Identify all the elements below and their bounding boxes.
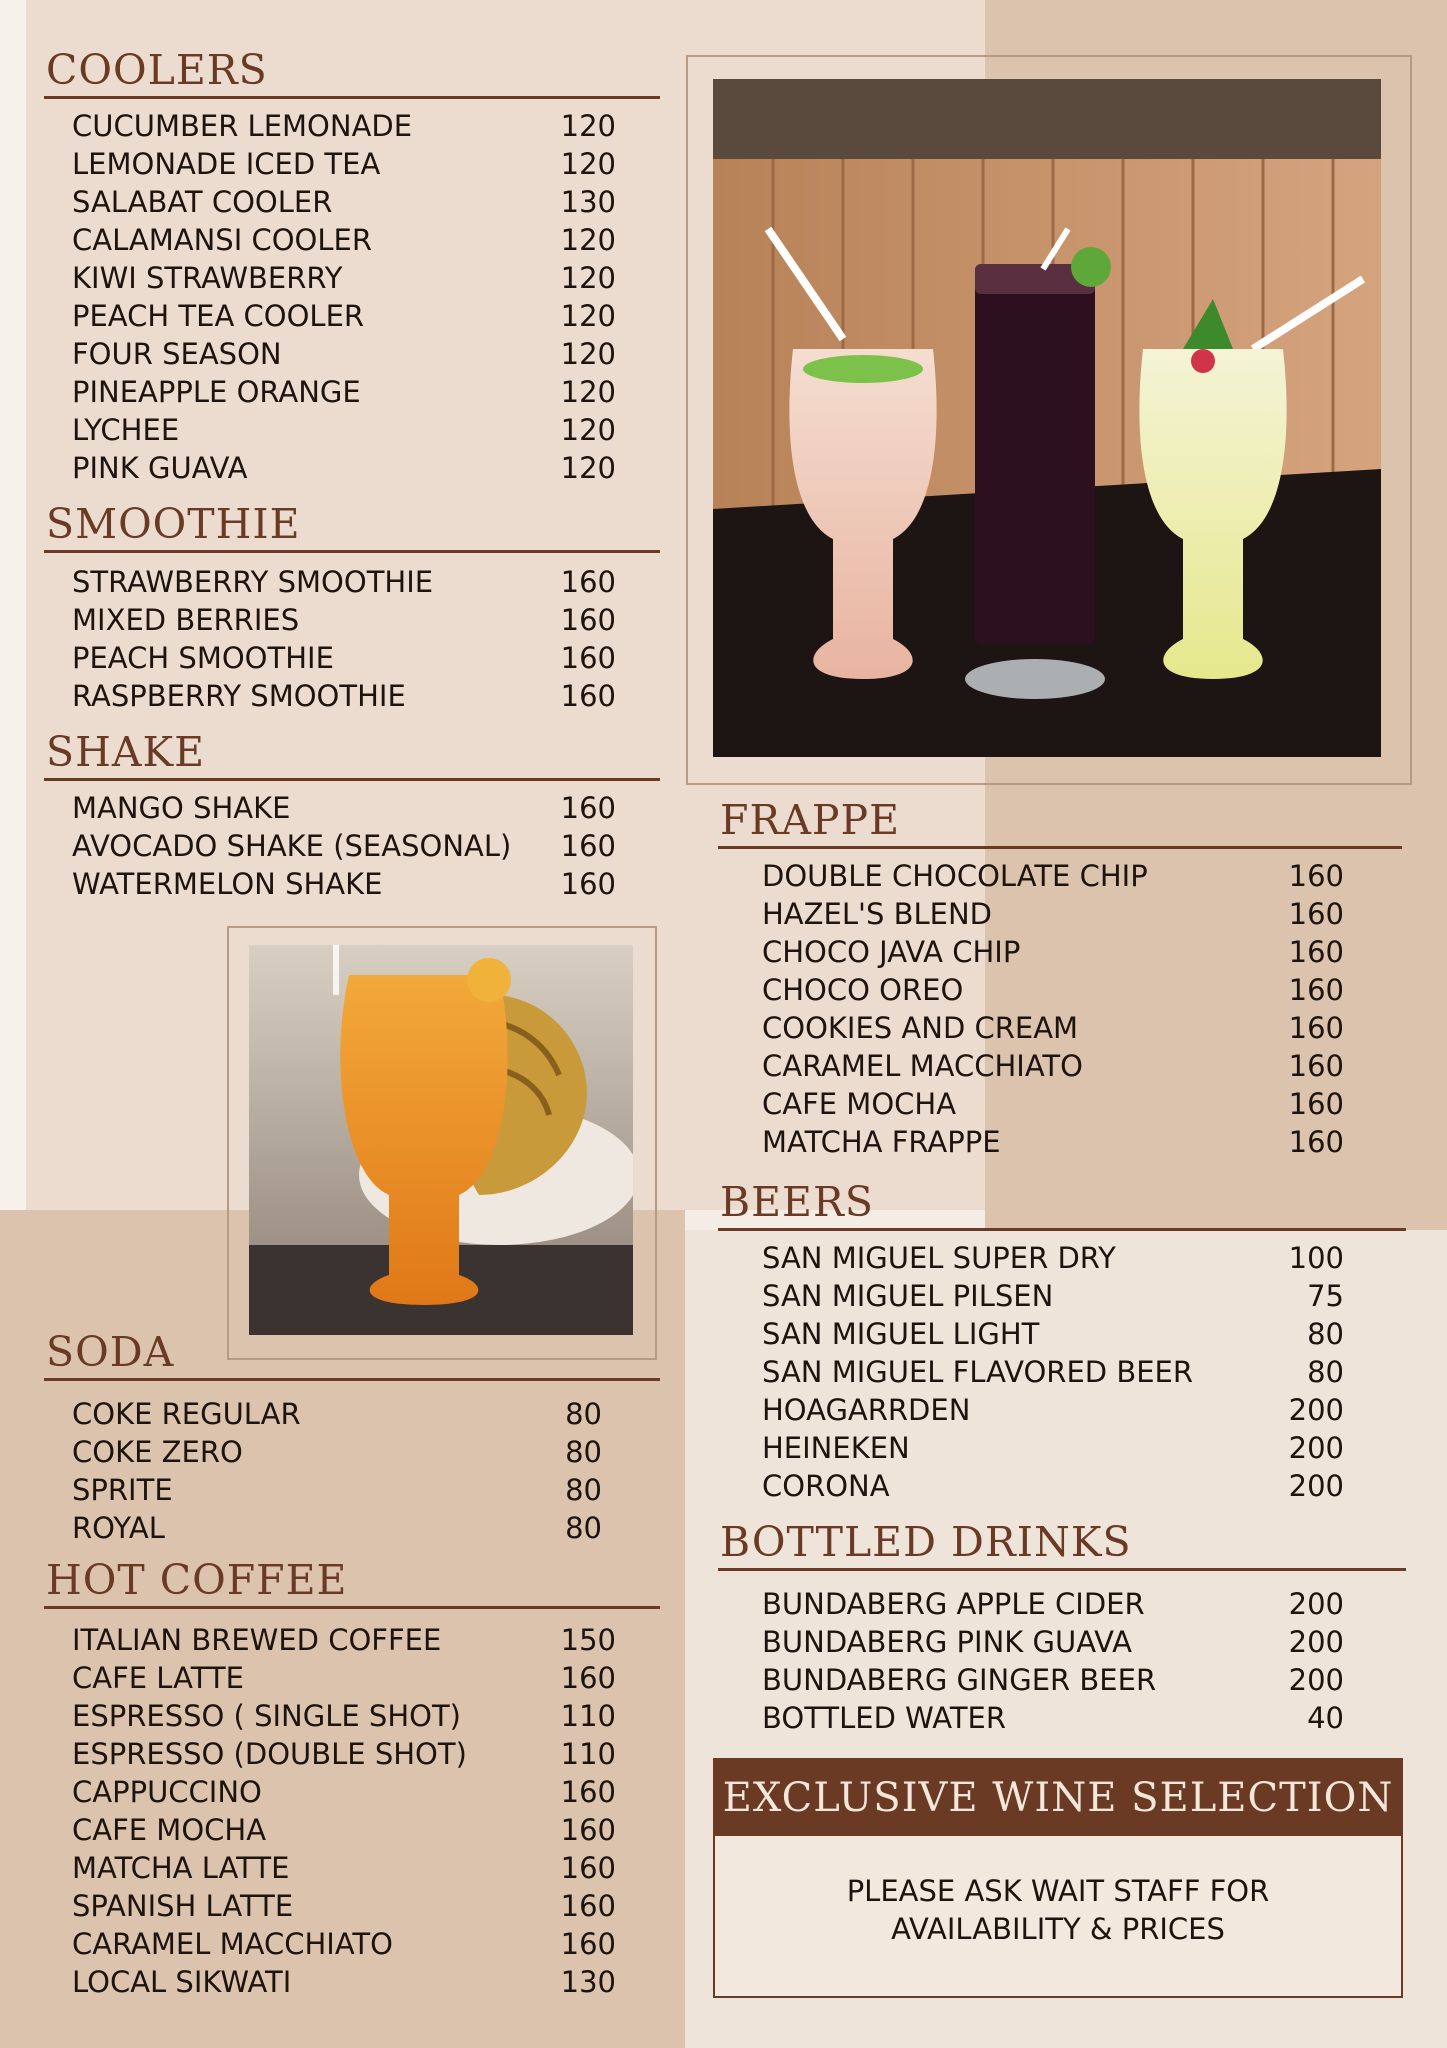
menu-item-name: MATCHA FRAPPE — [762, 1125, 1001, 1159]
section-soda — [44, 1326, 660, 1547]
item-list — [44, 1609, 660, 2001]
menu-item-name: CHOCO OREO — [762, 973, 964, 1007]
menu-item-name: LEMONADE ICED TEA — [72, 147, 381, 181]
menu-item — [72, 1887, 616, 1925]
menu-item-price: 160 — [560, 603, 616, 637]
menu-item — [762, 1429, 1344, 1467]
background-strip — [0, 0, 26, 1210]
menu-item-name: SPANISH LATTE — [72, 1889, 294, 1923]
menu-item-price: 160 — [560, 679, 616, 713]
menu-item-price: 160 — [560, 1889, 616, 1923]
menu-item — [72, 335, 616, 373]
menu-item-price: 160 — [1288, 859, 1344, 893]
menu-item-price: 80 — [1307, 1317, 1344, 1351]
menu-item-price: 100 — [1288, 1241, 1344, 1275]
menu-item — [72, 1471, 602, 1509]
menu-item — [762, 1277, 1344, 1315]
menu-item-name: CHOCO JAVA CHIP — [762, 935, 1021, 969]
menu-item — [72, 145, 616, 183]
menu-item-name: BOTTLED WATER — [762, 1701, 1007, 1735]
section-title: BEERS — [718, 1176, 1406, 1231]
menu-item — [762, 895, 1344, 933]
menu-item-price: 80 — [565, 1397, 602, 1431]
menu-item — [72, 827, 616, 865]
menu-item — [762, 1315, 1344, 1353]
menu-item-name: SAN MIGUEL PILSEN — [762, 1279, 1054, 1313]
menu-item — [72, 789, 616, 827]
section-title: SMOOTHIE — [44, 498, 660, 553]
menu-item-price: 160 — [1288, 1087, 1344, 1121]
menu-item — [72, 373, 616, 411]
menu-item-name: CAPPUCCINO — [72, 1775, 262, 1809]
menu-item-price: 200 — [1288, 1431, 1344, 1465]
menu-item — [72, 1395, 602, 1433]
menu-item — [762, 1391, 1344, 1429]
section-bottled-drinks — [718, 1516, 1406, 1737]
menu-item-price: 120 — [560, 451, 616, 485]
section-beers — [718, 1176, 1406, 1505]
menu-item-price: 160 — [560, 1813, 616, 1847]
menu-item-price: 160 — [1288, 935, 1344, 969]
menu-item-name: CAFE LATTE — [72, 1661, 244, 1695]
menu-item-price: 160 — [560, 565, 616, 599]
section-title: SHAKE — [44, 726, 660, 781]
menu-item-price: 80 — [565, 1511, 602, 1545]
item-list — [44, 99, 660, 487]
menu-item — [72, 1433, 602, 1471]
menu-item — [72, 411, 616, 449]
menu-item-name: BUNDABERG APPLE CIDER — [762, 1587, 1145, 1621]
menu-item — [72, 1697, 616, 1735]
menu-item-name: PEACH SMOOTHIE — [72, 641, 334, 675]
menu-item — [72, 1811, 616, 1849]
menu-item-price: 120 — [560, 375, 616, 409]
menu-item-price: 150 — [560, 1623, 616, 1657]
menu-item — [762, 1467, 1344, 1505]
menu-item-name: SAN MIGUEL SUPER DRY — [762, 1241, 1116, 1275]
photo-orange-drink — [249, 945, 633, 1335]
menu-item-name: SPRITE — [72, 1473, 173, 1507]
menu-item-name: MATCHA LATTE — [72, 1851, 290, 1885]
item-list — [44, 1381, 660, 1547]
section-title: SODA — [44, 1326, 660, 1381]
menu-item-name: LOCAL SIKWATI — [72, 1965, 292, 1999]
menu-item-name: MANGO SHAKE — [72, 791, 291, 825]
menu-item-price: 130 — [560, 185, 616, 219]
menu-item — [72, 1735, 616, 1773]
menu-item-name: COKE ZERO — [72, 1435, 243, 1469]
menu-item-price: 110 — [560, 1737, 616, 1771]
menu-item-name: PEACH TEA COOLER — [72, 299, 365, 333]
item-list — [44, 781, 660, 903]
menu-item-name: CALAMANSI COOLER — [72, 223, 373, 257]
menu-item-name: BUNDABERG GINGER BEER — [762, 1663, 1157, 1697]
wine-selection-note — [715, 1836, 1401, 1948]
item-list — [718, 849, 1402, 1161]
wine-note-line1: PLEASE ASK WAIT STAFF FOR — [846, 1874, 1270, 1908]
menu-item-name: FOUR SEASON — [72, 337, 282, 371]
menu-item — [762, 1123, 1344, 1161]
menu-item-name: MIXED BERRIES — [72, 603, 300, 637]
menu-item-price: 160 — [560, 867, 616, 901]
item-list — [718, 1231, 1406, 1505]
section-title: HOT COFFEE — [44, 1554, 660, 1609]
menu-item-price: 160 — [560, 641, 616, 675]
menu-item-price: 160 — [560, 1661, 616, 1695]
menu-item — [72, 563, 616, 601]
menu-item — [72, 221, 616, 259]
menu-item — [762, 1699, 1344, 1737]
menu-item-price: 160 — [1288, 973, 1344, 1007]
section-hot-coffee — [44, 1554, 660, 2001]
menu-item-price: 80 — [1307, 1355, 1344, 1389]
menu-item-name: RASPBERRY SMOOTHIE — [72, 679, 406, 713]
menu-item-price: 200 — [1288, 1625, 1344, 1659]
menu-item-name: CARAMEL MACCHIATO — [762, 1049, 1083, 1083]
menu-item — [72, 297, 616, 335]
menu-item-name: DOUBLE CHOCOLATE CHIP — [762, 859, 1148, 893]
menu-item — [72, 677, 616, 715]
menu-item — [72, 639, 616, 677]
item-list — [44, 553, 660, 715]
menu-item-name: HOAGARRDEN — [762, 1393, 971, 1427]
menu-item — [762, 1623, 1344, 1661]
menu-item-price: 160 — [560, 791, 616, 825]
menu-item-price: 160 — [560, 1851, 616, 1885]
menu-item — [72, 1621, 616, 1659]
menu-item — [762, 1353, 1344, 1391]
menu-item-price: 75 — [1307, 1279, 1344, 1313]
menu-item-price: 120 — [560, 413, 616, 447]
menu-item — [72, 1925, 616, 1963]
menu-item-price: 160 — [1288, 1125, 1344, 1159]
section-frappe — [718, 794, 1402, 1161]
menu-item-name: CUCUMBER LEMONADE — [72, 109, 413, 143]
menu-item — [72, 107, 616, 145]
section-shake — [44, 726, 660, 903]
menu-item — [72, 183, 616, 221]
menu-item — [72, 1659, 616, 1697]
menu-item — [762, 1239, 1344, 1277]
wine-selection-title: EXCLUSIVE WINE SELECTION — [715, 1760, 1401, 1836]
menu-item — [762, 971, 1344, 1009]
menu-item-name: ROYAL — [72, 1511, 165, 1545]
menu-item-price: 120 — [560, 109, 616, 143]
menu-item — [762, 1085, 1344, 1123]
menu-item-price: 120 — [560, 147, 616, 181]
menu-item — [762, 1661, 1344, 1699]
menu-item-price: 200 — [1288, 1393, 1344, 1427]
menu-item — [72, 1773, 616, 1811]
wine-selection-box — [713, 1758, 1403, 1998]
menu-item-price: 120 — [560, 261, 616, 295]
menu-item-price: 200 — [1288, 1587, 1344, 1621]
menu-item-name: SAN MIGUEL LIGHT — [762, 1317, 1040, 1351]
menu-item-price: 40 — [1307, 1701, 1344, 1735]
menu-item-price: 120 — [560, 223, 616, 257]
menu-item — [762, 857, 1344, 895]
section-smoothie — [44, 498, 660, 715]
menu-item — [762, 1585, 1344, 1623]
menu-item — [72, 1849, 616, 1887]
menu-item-name: ESPRESSO (DOUBLE SHOT) — [72, 1737, 467, 1771]
menu-item-name: CAFE MOCHA — [762, 1087, 957, 1121]
menu-item — [762, 1047, 1344, 1085]
menu-item — [72, 865, 616, 903]
menu-item-name: PINEAPPLE ORANGE — [72, 375, 361, 409]
menu-item-name: COOKIES AND CREAM — [762, 1011, 1079, 1045]
menu-item-price: 130 — [560, 1965, 616, 1999]
section-title: FRAPPE — [718, 794, 1402, 849]
menu-item-price: 120 — [560, 337, 616, 371]
menu-item-price: 80 — [565, 1435, 602, 1469]
menu-item-name: SAN MIGUEL FLAVORED BEER — [762, 1355, 1194, 1389]
menu-item-price: 200 — [1288, 1469, 1344, 1503]
menu-item-price: 160 — [560, 1775, 616, 1809]
item-list — [718, 1571, 1406, 1737]
menu-item-name: SALABAT COOLER — [72, 185, 333, 219]
menu-item-name: LYCHEE — [72, 413, 180, 447]
menu-item-name: AVOCADO SHAKE (SEASONAL) — [72, 829, 512, 863]
menu-item-name: KIWI STRAWBERRY — [72, 261, 343, 295]
menu-item-name: COKE REGULAR — [72, 1397, 301, 1431]
menu-item-price: 160 — [1288, 897, 1344, 931]
menu-item-price: 80 — [565, 1473, 602, 1507]
menu-item — [762, 1009, 1344, 1047]
photo-three-drinks — [713, 79, 1381, 757]
menu-item-price: 160 — [1288, 1011, 1344, 1045]
section-title: COOLERS — [44, 44, 660, 99]
section-coolers — [44, 44, 660, 487]
menu-item-name: STRAWBERRY SMOOTHIE — [72, 565, 434, 599]
menu-item-name: CAFE MOCHA — [72, 1813, 267, 1847]
menu-item-price: 200 — [1288, 1663, 1344, 1697]
menu-item-price: 110 — [560, 1699, 616, 1733]
menu-item — [72, 1963, 616, 2001]
menu-item-price: 160 — [560, 1927, 616, 1961]
menu-item-price: 120 — [560, 299, 616, 333]
menu-item-name: CARAMEL MACCHIATO — [72, 1927, 393, 1961]
menu-item-name: HAZEL'S BLEND — [762, 897, 992, 931]
menu-item-name: ITALIAN BREWED COFFEE — [72, 1623, 442, 1657]
menu-item — [762, 933, 1344, 971]
menu-item-price: 160 — [1288, 1049, 1344, 1083]
menu-item-name: CORONA — [762, 1469, 890, 1503]
menu-item-price: 160 — [560, 829, 616, 863]
menu-item — [72, 1509, 602, 1547]
menu-item-name: BUNDABERG PINK GUAVA — [762, 1625, 1133, 1659]
menu-item — [72, 601, 616, 639]
menu-item-name: ESPRESSO ( SINGLE SHOT) — [72, 1699, 461, 1733]
menu-item — [72, 259, 616, 297]
menu-item — [72, 449, 616, 487]
menu-item-name: PINK GUAVA — [72, 451, 248, 485]
wine-note-line2: AVAILABILITY & PRICES — [891, 1912, 1225, 1946]
menu-item-name: WATERMELON SHAKE — [72, 867, 383, 901]
section-title: BOTTLED DRINKS — [718, 1516, 1406, 1571]
menu-item-name: HEINEKEN — [762, 1431, 910, 1465]
